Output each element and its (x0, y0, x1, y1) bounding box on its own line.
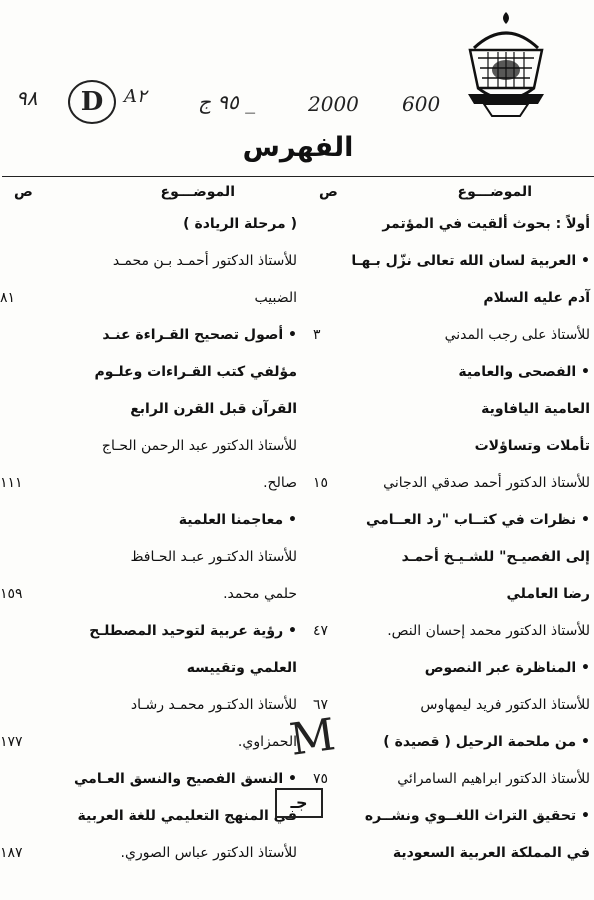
toc-line (305, 428, 594, 465)
handwritten-number: ٩٨ (16, 86, 38, 110)
toc-entry-title: مؤلفي كتب القـراءات وعلـوم (94, 364, 297, 380)
toc-page-number: ١٧٧ (0, 734, 23, 750)
toc-entry-title: • أصول تصحيح القـراءة عنـد (102, 327, 297, 343)
toc-line (305, 613, 594, 650)
toc-line (305, 280, 594, 317)
toc-line (2, 539, 305, 576)
toc-entry-title: آدم عليه السلام (483, 290, 590, 306)
toc-entry-title: رضا العاملي (506, 586, 590, 602)
toc-line (2, 354, 305, 391)
toc-entry-title: أولاً : بحوث ألقيت في المؤتمر (382, 216, 590, 232)
toc-page-number: ٤٧ (313, 623, 329, 639)
toc-line (2, 391, 305, 428)
toc-line (305, 835, 594, 872)
toc-entry-title: تأملات وتساؤلات (474, 438, 590, 454)
toc-entry-title: • المناظرة عبر النصوص (424, 660, 590, 676)
toc-entry-title: • العربية لسان الله تعالى نزّل بـهـا (351, 253, 590, 269)
toc-column-right (305, 206, 594, 872)
toc-line (2, 613, 305, 650)
toc-entry-author: للأستاذ الدكتور أحمد صدقي الدجاني (383, 475, 590, 491)
toc-line (2, 206, 305, 243)
toc-line (2, 428, 305, 465)
toc-entry-title: • نظرات في كتــاب "رد العــامي (365, 512, 590, 528)
toc-entry-author: للأستاذ الدكتـور محمـد رشـاد (130, 697, 297, 713)
header-divider (2, 176, 594, 177)
toc-entry-author: للأستاذ الدكتور فريد ليمهاوس (420, 697, 590, 713)
toc-line (305, 465, 594, 502)
page-letter-box: جـ (275, 788, 323, 818)
handwritten-code: ٩٥ ج _ (198, 90, 256, 114)
handwritten-initials: M (286, 709, 339, 766)
toc-page-number: ٧٥ (313, 771, 329, 787)
toc-line (305, 650, 594, 687)
toc-entry-author: حلمي محمد. (223, 586, 297, 602)
toc-entry-title: القرآن قبل القرن الرابع (130, 401, 297, 417)
page-heading: ص (14, 184, 33, 200)
toc-line (2, 761, 305, 798)
toc-line (305, 576, 594, 613)
page-title: الفهرس (242, 132, 354, 163)
toc-line (2, 502, 305, 539)
stamp-letter: D (80, 87, 104, 117)
toc-page-number: ١٨٧ (0, 845, 23, 861)
toc-entry-author: للأستاذ الدكتور عبد الرحمن الحـاج (101, 438, 297, 454)
toc-entry-title: العلمي وتقييسه (186, 660, 297, 676)
toc-entry-title: في المملكة العربية السعودية (392, 845, 590, 861)
toc-page-number: ٣ (313, 327, 321, 343)
toc-entry-author: للأستاذ على رجب المدني (444, 327, 590, 343)
toc-entry-title: • الفصحى والعامية (458, 364, 590, 380)
toc-entry-title: • من ملحمة الرحيل ( قصيدة ) (383, 734, 590, 750)
toc-entry-title: إلى الفصيـح" للشـيـخ أحمـد (401, 549, 590, 565)
toc-page-number: ١٥٩ (0, 586, 23, 602)
handwritten-year: 2000 (308, 92, 359, 116)
topic-heading: الموضـــوع (160, 184, 235, 200)
toc-entry-author: للأستاذ الدكتور محمد إحسان النص. (387, 623, 590, 639)
toc-entry-author: للأستاذ الدكتور عباس الصوري. (120, 845, 297, 861)
toc-entry-title: العامية اليافاوية (481, 401, 590, 417)
page-heading: ص (319, 184, 338, 200)
toc-entry-title: • رؤية عربية لتوحيد المصطلـح (89, 623, 297, 639)
toc-line (2, 687, 305, 724)
toc-entry-title: ( مرحلة الريادة ) (183, 216, 297, 232)
toc-line (305, 761, 594, 798)
toc-line (305, 724, 594, 761)
toc-line (2, 280, 305, 317)
toc-entry-title: • النسق الفصيح والنسق العـامي (74, 771, 297, 787)
toc-line (305, 539, 594, 576)
toc-line (305, 243, 594, 280)
toc-entry-author: الضبيب (254, 290, 297, 306)
toc-line (305, 317, 594, 354)
toc-line (2, 243, 305, 280)
right-column-header (305, 180, 594, 208)
toc-entry-author: الحمزاوي. (237, 734, 297, 750)
handwritten-count: 600 (402, 92, 441, 116)
emblem-icon (454, 8, 558, 126)
toc-entry-author: للأستاذ الدكتور أحمـد بـن محمـد (112, 253, 297, 269)
toc-page-number: ٨١ (0, 290, 16, 306)
toc-line (2, 465, 305, 502)
toc-entry-title: • معاجمنا العلمية (178, 512, 297, 528)
toc-entry-author: للأستاذ الدكتور ابراهيم السامرائي (397, 771, 590, 787)
handwritten-code: A٢ (124, 86, 147, 107)
toc-page-number: ١٥ (313, 475, 329, 491)
toc-line (2, 650, 305, 687)
toc-line (2, 798, 305, 835)
handwritten-d-stamp (68, 80, 116, 124)
toc-entry-author: للأستاذ الدكتـور عبـد الحـافظ (130, 549, 297, 565)
toc-line (2, 576, 305, 613)
toc-page-number: ١١١ (0, 475, 23, 491)
topic-heading: الموضـــوع (457, 184, 532, 200)
toc-line (305, 354, 594, 391)
toc-entry-title: • تحقيق التراث اللغــوي ونشــره (364, 808, 590, 824)
toc-page-number: ٦٧ (313, 697, 329, 713)
toc-column-left (2, 206, 305, 872)
left-column-header (2, 180, 305, 208)
toc-entry-title: في المنهج التعليمي للغة العربية (77, 808, 297, 824)
toc-line (2, 724, 305, 761)
toc-line (2, 835, 305, 872)
toc-line (2, 317, 305, 354)
page-header (2, 0, 594, 200)
toc-line (305, 798, 594, 835)
toc-line (305, 391, 594, 428)
toc-entry-author: صالح. (263, 475, 297, 491)
toc-line (305, 502, 594, 539)
toc-line (305, 206, 594, 243)
toc-line (305, 687, 594, 724)
